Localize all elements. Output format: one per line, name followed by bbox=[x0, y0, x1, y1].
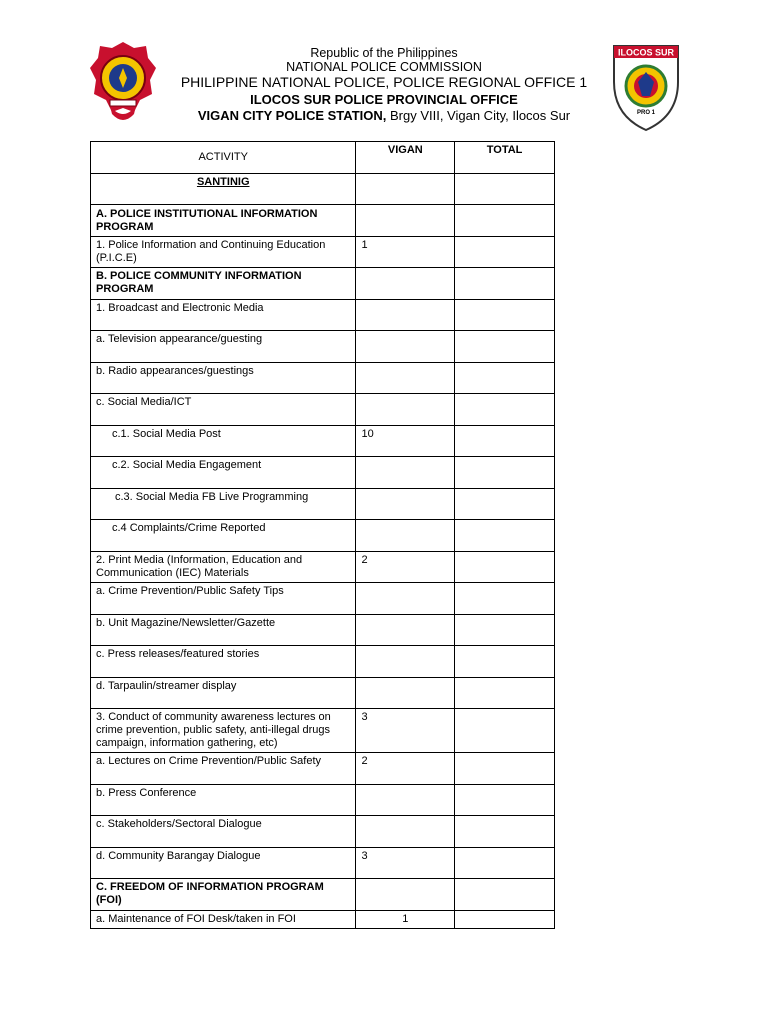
table-row bbox=[91, 457, 555, 489]
table-row bbox=[91, 552, 555, 583]
total-cell bbox=[455, 489, 555, 520]
table-row bbox=[91, 237, 555, 268]
station-name: VIGAN CITY POLICE STATION, bbox=[197, 108, 387, 123]
table-row bbox=[91, 615, 555, 646]
pnp-region-line: PHILIPPINE NATIONAL POLICE, POLICE REGIONAL OFFICE 1 bbox=[180, 74, 588, 90]
table-row bbox=[91, 174, 555, 205]
total-cell bbox=[455, 174, 555, 205]
total-cell bbox=[455, 848, 555, 879]
activity-cell: A. POLICE INSTITUTIONAL INFORMATION PROGRAM bbox=[91, 205, 356, 237]
total-cell bbox=[455, 678, 555, 709]
table-row bbox=[91, 753, 555, 785]
pro1-badge-text: PRO 1 bbox=[636, 110, 656, 116]
total-cell bbox=[455, 785, 555, 816]
vigan-cell bbox=[356, 615, 455, 646]
total-cell bbox=[455, 879, 555, 911]
vigan-cell bbox=[356, 816, 455, 848]
ilocos-sur-banner-text: ILOCOS SUR bbox=[617, 47, 675, 58]
table-row bbox=[91, 678, 555, 709]
total-cell bbox=[455, 520, 555, 552]
total-cell bbox=[455, 911, 555, 929]
activity-cell: a. Maintenance of FOI Desk/taken in FOI bbox=[91, 911, 356, 929]
table-row bbox=[91, 816, 555, 848]
activity-cell: a. Television appearance/guesting bbox=[91, 331, 356, 363]
republic-line: Republic of the Philippines bbox=[310, 46, 458, 60]
total-cell bbox=[455, 753, 555, 785]
activity-cell: C. FREEDOM OF INFORMATION PROGRAM (FOI) bbox=[91, 879, 356, 911]
table-row bbox=[91, 848, 555, 879]
activity-cell: c.2. Social Media Engagement bbox=[91, 457, 356, 489]
total-cell bbox=[455, 394, 555, 426]
header-activity: ACTIVITY bbox=[91, 142, 356, 174]
vigan-cell: 3 bbox=[356, 848, 455, 879]
vigan-cell bbox=[356, 394, 455, 426]
activity-cell: c. Social Media/ICT bbox=[91, 394, 356, 426]
table-row bbox=[91, 394, 555, 426]
table-header-row bbox=[91, 142, 555, 174]
total-cell bbox=[455, 205, 555, 237]
station-address-line bbox=[0, 108, 768, 123]
activity-cell: b. Radio appearances/guestings bbox=[91, 363, 356, 394]
vigan-cell bbox=[356, 205, 455, 237]
table-row bbox=[91, 911, 555, 929]
vigan-cell: 1 bbox=[356, 911, 455, 929]
vigan-cell: 1 bbox=[356, 237, 455, 268]
activity-cell: a. Lectures on Crime Prevention/Public Safety bbox=[91, 753, 356, 785]
activity-cell: a. Crime Prevention/Public Safety Tips bbox=[91, 583, 356, 615]
total-cell bbox=[455, 237, 555, 268]
activity-cell: b. Press Conference bbox=[91, 785, 356, 816]
table-row bbox=[91, 363, 555, 394]
vigan-cell: 3 bbox=[356, 709, 455, 753]
table-row bbox=[91, 520, 555, 552]
activity-cell: 3. Conduct of community awareness lectures on crime prevention, public safety, anti-illegal drugs campaign, information gathering, etc) bbox=[91, 709, 356, 753]
activity-cell: 2. Print Media (Information, Education and Communication (IEC) Materials bbox=[91, 552, 356, 583]
total-cell bbox=[455, 583, 555, 615]
vigan-cell bbox=[356, 363, 455, 394]
provincial-office-line: ILOCOS SUR POLICE PROVINCIAL OFFICE bbox=[250, 92, 518, 107]
vigan-cell bbox=[356, 583, 455, 615]
activity-cell: B. POLICE COMMUNITY INFORMATION PROGRAM bbox=[91, 268, 356, 300]
total-cell bbox=[455, 300, 555, 331]
vigan-cell bbox=[356, 520, 455, 552]
activity-cell: c. Stakeholders/Sectoral Dialogue bbox=[91, 816, 356, 848]
header-total: TOTAL bbox=[455, 142, 555, 174]
total-cell bbox=[455, 331, 555, 363]
total-cell bbox=[455, 646, 555, 678]
vigan-cell bbox=[356, 646, 455, 678]
vigan-cell bbox=[356, 678, 455, 709]
total-cell bbox=[455, 268, 555, 300]
table-row bbox=[91, 268, 555, 300]
table-row bbox=[91, 426, 555, 457]
vigan-cell bbox=[356, 300, 455, 331]
activity-cell: d. Tarpaulin/streamer display bbox=[91, 678, 356, 709]
total-cell bbox=[455, 615, 555, 646]
vigan-cell bbox=[356, 331, 455, 363]
table-row bbox=[91, 646, 555, 678]
table-row bbox=[91, 331, 555, 363]
table-row bbox=[91, 785, 555, 816]
activity-cell: c.1. Social Media Post bbox=[91, 426, 356, 457]
vigan-cell bbox=[356, 268, 455, 300]
total-cell bbox=[455, 426, 555, 457]
activity-cell: c. Press releases/featured stories bbox=[91, 646, 356, 678]
activity-cell: b. Unit Magazine/Newsletter/Gazette bbox=[91, 615, 356, 646]
total-cell bbox=[455, 709, 555, 753]
total-cell bbox=[455, 816, 555, 848]
vigan-cell bbox=[356, 457, 455, 489]
vigan-cell bbox=[356, 489, 455, 520]
activity-cell: SANTINIG bbox=[91, 174, 356, 205]
table-row bbox=[91, 879, 555, 911]
table-row bbox=[91, 205, 555, 237]
napolcom-line: NATIONAL POLICE COMMISSION bbox=[286, 60, 482, 74]
header-vigan: VIGAN bbox=[356, 142, 455, 174]
activity-cell: d. Community Barangay Dialogue bbox=[91, 848, 356, 879]
table-row bbox=[91, 583, 555, 615]
activity-cell: 1. Broadcast and Electronic Media bbox=[91, 300, 356, 331]
station-address: Brgy VIII, Vigan City, Ilocos Sur bbox=[386, 108, 571, 123]
activity-cell: c.3. Social Media FB Live Programming bbox=[91, 489, 356, 520]
activity-report-table bbox=[90, 141, 555, 929]
table-row bbox=[91, 489, 555, 520]
activity-cell: c.4 Complaints/Crime Reported bbox=[91, 520, 356, 552]
table-row bbox=[91, 709, 555, 753]
table-row bbox=[91, 300, 555, 331]
total-cell bbox=[455, 552, 555, 583]
vigan-cell: 2 bbox=[356, 753, 455, 785]
activity-cell: 1. Police Information and Continuing Education (P.I.C.E) bbox=[91, 237, 356, 268]
vigan-cell: 10 bbox=[356, 426, 455, 457]
total-cell bbox=[455, 457, 555, 489]
vigan-cell bbox=[356, 785, 455, 816]
vigan-cell bbox=[356, 174, 455, 205]
vigan-cell bbox=[356, 879, 455, 911]
vigan-cell: 2 bbox=[356, 552, 455, 583]
total-cell bbox=[455, 363, 555, 394]
